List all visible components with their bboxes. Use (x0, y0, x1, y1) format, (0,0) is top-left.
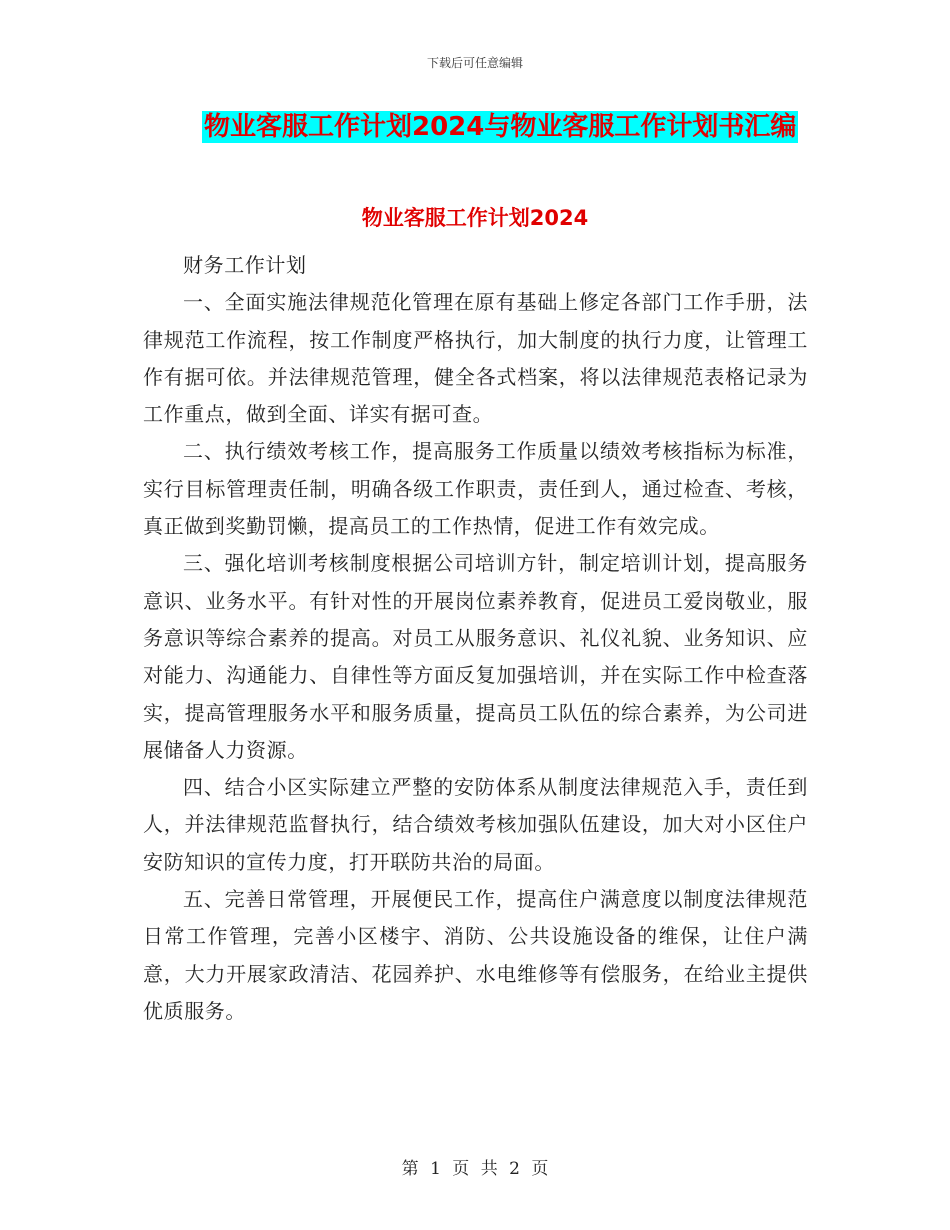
document-body (143, 247, 808, 1030)
footer-total-pages: 2 (509, 1159, 520, 1179)
paragraph-4: 四、结合小区实际建立严整的安防体系从制度法律规范入手，责任到人，并法律规范监督执行，结合绩效考核加强队伍建设，加大对小区住户安防知识的宣传力度，打开联防共治的局面。 (143, 775, 808, 874)
paragraph-1: 一、全面实施法律规范化管理在原有基础上修定各部门工作手册，法律规范工作流程，按工作制度严格执行，加大制度的执行力度，让管理工作有据可依。并法律规范管理，健全各式档案，将以法律规范表格记录为工作重点，做到全面、详实有据可查。 (143, 290, 808, 427)
footer-mid2: 共 (480, 1159, 498, 1179)
footer-prefix: 第 (401, 1159, 419, 1179)
document-title: 物业客服工作计划2024与物业客服工作计划书汇编 (204, 112, 797, 142)
paragraph-2: 二、执行绩效考核工作，提高服务工作质量以绩效考核指标为标准，实行目标管理责任制，明确各级工作职责，责任到人，通过检查、考核，真正做到奖勤罚懒，提高员工的工作热情，促进工作有效完成。 (143, 439, 808, 539)
footer-page-number: 1 (430, 1159, 441, 1179)
paragraph-3: 三、强化培训考核制度根据公司培训方针，制定培训计划，提高服务意识、业务水平。有针对性的开展岗位素养教育，促进员工爱岗敬业，服务意识等综合素养的提高。对员工从服务意识、礼仪礼貌、业务知识、应对能力、沟通能力、自律性等方面反复加强培训，并在实际工作中检查落实，提高管理服务水平和服务质量，提高员工队伍的综合素养，为公司进展储备人力资源。 (143, 551, 808, 762)
footer-mid1: 页 (452, 1159, 470, 1179)
header-note: 下载后可任意编辑 (426, 56, 523, 70)
section-title: 物业客服工作计划2024 (361, 206, 589, 230)
footer-suffix: 页 (531, 1159, 549, 1179)
page-footer (0, 1154, 950, 1179)
paragraph-5: 五、完善日常管理，开展便民工作，提高住户满意度以制度法律规范日常工作管理，完善小区楼宇、消防、公共设施设备的维保，让住户满意，大力开展家政清洁、花园养护、水电维修等有偿服务，在给业主提供优质服务。 (143, 887, 808, 1023)
paragraph-heading: 财务工作计划 (183, 253, 307, 277)
